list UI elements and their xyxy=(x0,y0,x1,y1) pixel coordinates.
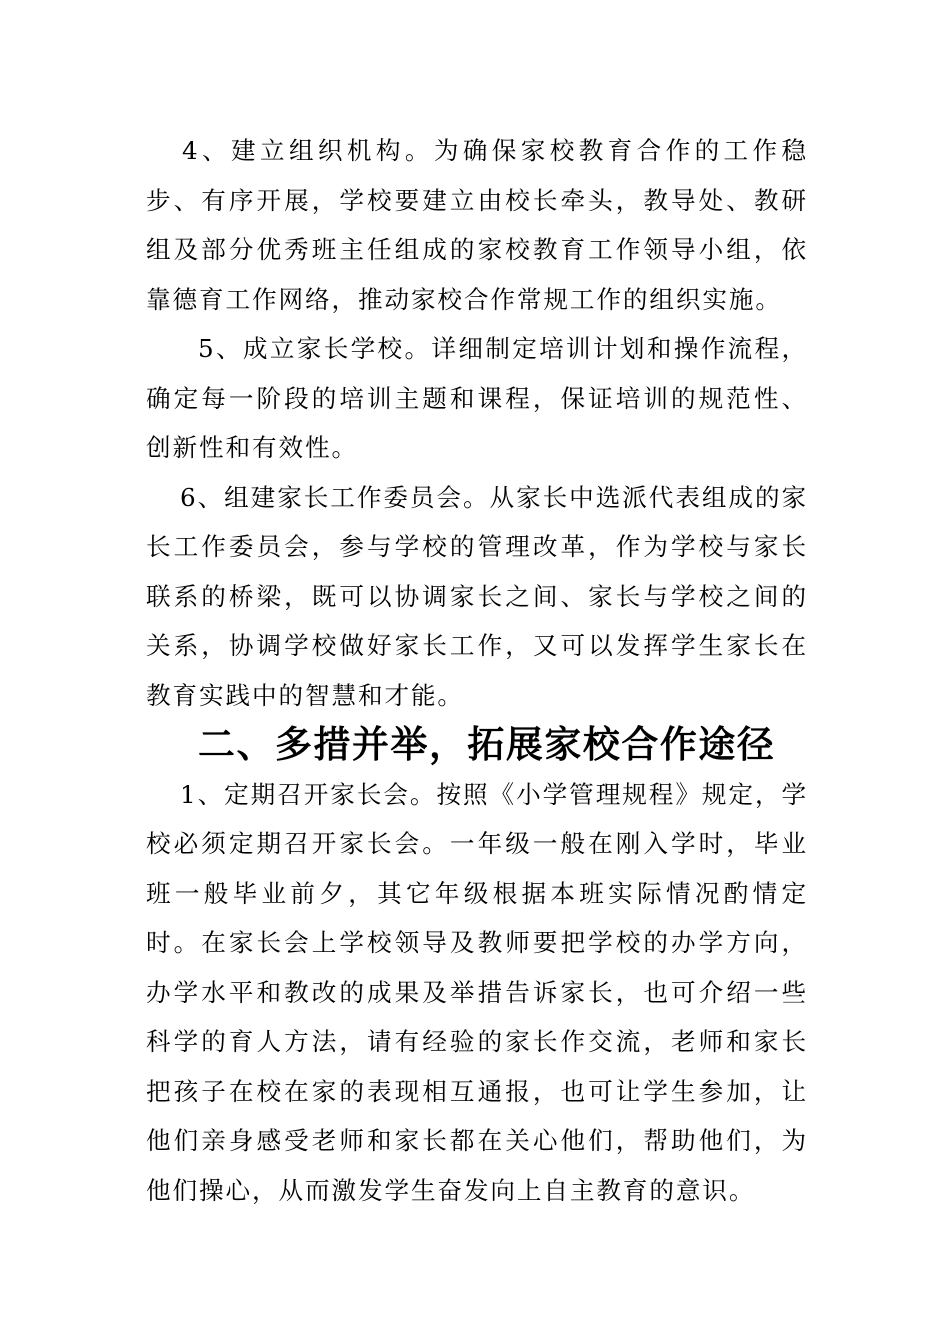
paragraph-item-6: 6、组建家长工作委员会。从家长中选派代表组成的家长工作委员会，参与学校的管理改革，作为学校与家长联系的桥梁，既可以协调家长之间、家长与学校之间的关系，协调学校做好家长工作，又可以发挥学生家长在教育实践中的智慧和才能。 xyxy=(146,482,808,710)
section-heading: 二、多措并举，拓展家校合作途径 xyxy=(198,723,776,766)
paragraph-section2-item-1: 1、定期召开家长会。按照《小学管理规程》规定，学校必须定期召开家长会。一年级一般在刚入学时，毕业班一般毕业前夕，其它年级根据本班实际情况酌情定时。在家长会上学校领导及教师要把学校的办学方向，办学水平和教改的成果及举措告诉家长，也可介绍一些科学的育人方法，请有经验的家长作交流，老师和家长把孩子在校在家的表现相互通报，也可让学生参加，让他们亲身感受老师和家长都在关心他们，帮助他们，为他们操心，从而激发学生奋发向上自主教育的意识。 xyxy=(146,779,808,1205)
paragraph-item-4: 4、建立组织机构。为确保家校教育合作的工作稳步、有序开展，学校要建立由校长牵头，教导处、教研组及部分优秀班主任组成的家校教育工作领导小组，依靠德育工作网络，推动家校合作常规工作的组织实施。 xyxy=(146,136,808,314)
document-body xyxy=(146,126,808,1215)
paragraph-item-5: 5、成立家长学校。详细制定培训计划和操作流程，确定每一阶段的培训主题和课程，保证培训的规范性、创新性和有效性。 xyxy=(146,334,808,462)
